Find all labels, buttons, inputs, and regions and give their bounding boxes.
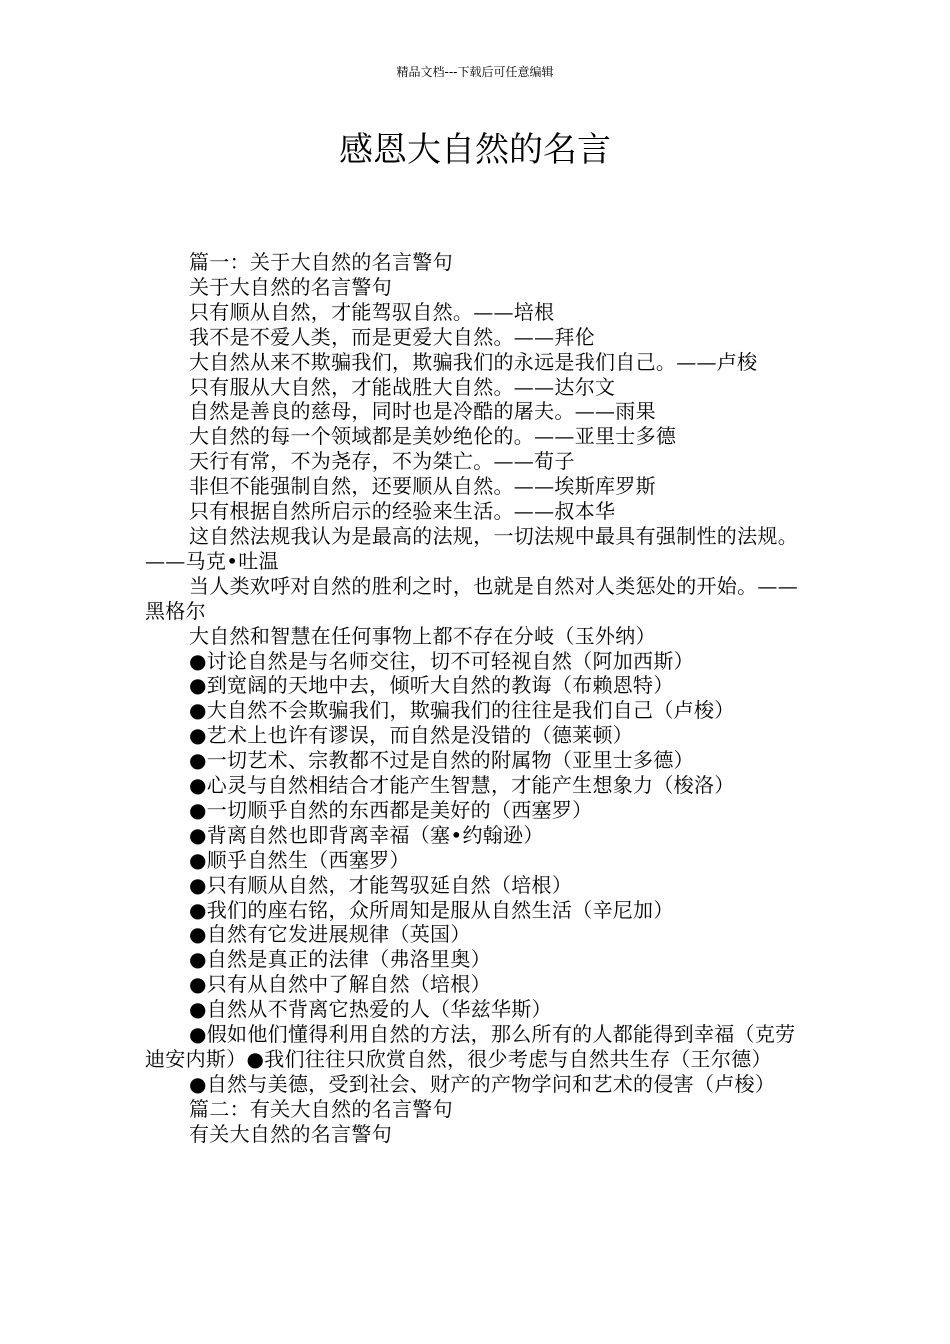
bullet-quote: ●到宽阔的天地中去，倾听大自然的教诲（布赖恩特）	[189, 673, 674, 698]
bullet-quote: ●艺术上也许有谬误，而自然是没错的（德莱顿）	[189, 723, 634, 748]
bullet-quote: ●我们的座右铭，众所周知是服从自然生活（辛尼加）	[189, 897, 674, 922]
bullet-quote: ●假如他们懂得利用自然的方法，那么所有的人都能得到幸福（克劳迪安内斯）●我们往往只欣赏自然，很少考虑与自然共生存（王尔德）	[145, 1022, 796, 1071]
quote-line: 我不是不爱人类，而是更爱大自然。——拜伦	[189, 324, 595, 349]
section-heading-2: 篇二：有关大自然的名言警句	[189, 1096, 453, 1121]
bullet-quote: ●讨论自然是与名师交往，切不可轻视自然（阿加西斯）	[189, 648, 694, 673]
quote-line: 大自然的每一个领域都是美妙绝伦的。——亚里士多德	[189, 424, 677, 449]
bullet-quote: ●自然是真正的法律（弗洛里奥）	[189, 947, 491, 972]
bullet-quote: ●顺乎自然生（西塞罗）	[189, 847, 410, 872]
quote-line: 自然是善良的慈母，同时也是冷酷的屠夫。——雨果	[189, 399, 656, 424]
bullet-quote: ●自然与美德，受到社会、财产的产物学问和艺术的侵害（卢梭）	[189, 1071, 776, 1096]
bullet-quote: ●大自然不会欺骗我们，欺骗我们的往往是我们自己（卢梭）	[189, 698, 735, 723]
quote-line: 天行有常，不为尧存，不为桀亡。——荀子	[189, 449, 575, 474]
document-body	[145, 250, 810, 1147]
bullet-quote: ●自然从不背离它热爱的人（华兹华斯）	[189, 997, 552, 1022]
bullet-quote: ●只有顺从自然，才能驾驭延自然（培根）	[189, 872, 573, 897]
document-title: 感恩大自然的名言	[339, 130, 611, 170]
quote-line: 只有顺从自然，才能驾驭自然。——培根	[189, 299, 555, 324]
bullet-quote: ●一切顺乎自然的东西都是美好的（西塞罗）	[189, 797, 593, 822]
quote-line: 只有根据自然所启示的经验来生活。——叔本华	[189, 499, 616, 524]
quote-line: 当人类欢呼对自然的胜利之时，也就是自然对人类惩处的开始。——黑格尔	[145, 573, 798, 623]
bullet-quote: ●心灵与自然相结合才能产生智慧，才能产生想象力（梭洛）	[189, 773, 735, 798]
bullet-quote: ●自然有它发进展规律（英国）	[189, 922, 471, 947]
quote-line: 这自然法规我认为是最高的法规，一切法规中最具有强制性的法规。——马克•吐温	[145, 523, 798, 573]
quote-line: 大自然从来不欺骗我们，欺骗我们的永远是我们自己。——卢梭	[189, 349, 758, 374]
quote-line: 大自然和智慧在任何事物上都不存在分岐（玉外纳）	[189, 623, 656, 648]
quote-line: 非但不能强制自然，还要顺从自然。——埃斯库罗斯	[189, 474, 656, 499]
bullet-quote: ●背离自然也即背离幸福（塞•约翰逊）	[189, 822, 544, 847]
sub-heading: 有关大自然的名言警句	[189, 1121, 392, 1146]
page-header: 精品文档---下载后可任意编辑	[396, 65, 554, 79]
section-heading-1: 篇一：关于大自然的名言警句	[189, 250, 453, 274]
bullet-quote: ●只有从自然中了解自然（培根）	[189, 972, 491, 997]
sub-heading: 关于大自然的名言警句	[189, 274, 392, 299]
bullet-quote: ●一切艺术、宗教都不过是自然的附属物（亚里士多德）	[189, 748, 694, 773]
quote-line: 只有服从大自然，才能战胜大自然。——达尔文	[189, 374, 616, 399]
